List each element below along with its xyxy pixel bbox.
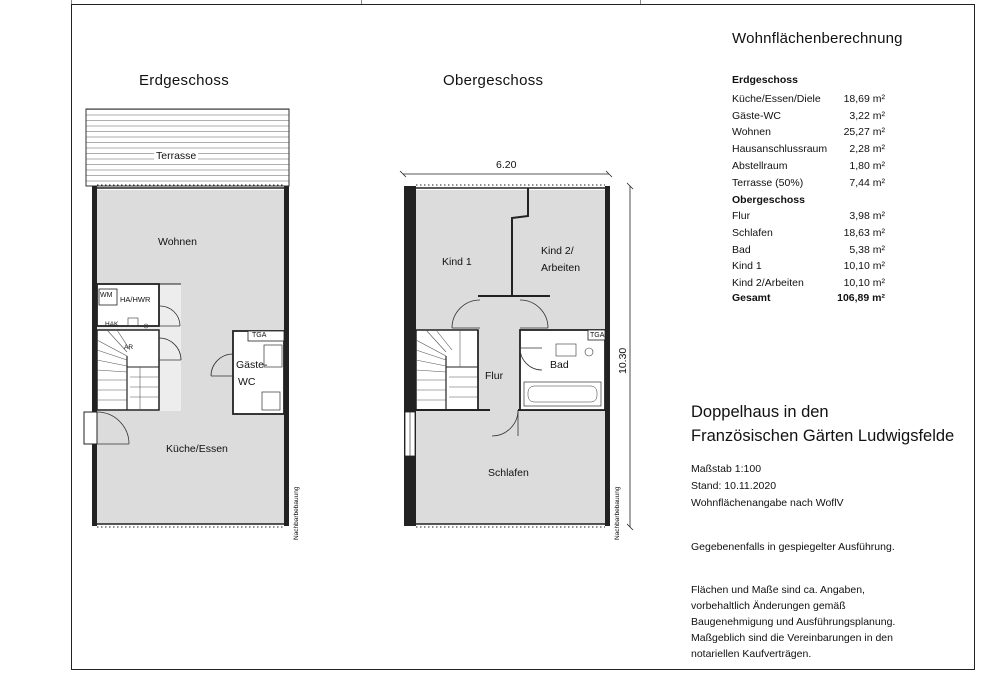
disclaimer-line: Baugenehmigung und Ausführungsplanung. [691,616,896,628]
hak-label: HAK [105,321,119,328]
depth-dimension-label: 10.30 [617,347,629,374]
upper-neighbor-note: Nachbarbebauung [614,486,621,540]
ground-tga-label: TGA [252,332,267,339]
ground-neighbor-note: Nachbarbebauung [293,486,300,540]
calc-upper-heading: Obergeschoss [732,194,805,206]
kitchen-label: Küche/Essen [166,443,228,455]
ground-floor-plan [84,109,289,527]
guest-wc-label-1: Gäste- [236,359,268,371]
terrace-area [86,109,289,186]
guest-wc-room [233,331,284,414]
ground-floor-title: Erdgeschoss [139,72,230,89]
area-calc-title: Wohnflächenberechnung [732,30,903,47]
guest-wc-label-2: WC [238,376,256,388]
area-basis-label: Wohnflächenangabe nach WoflV [691,497,844,509]
upper-tga-label: TGA [590,332,605,339]
utility-room-label: HA/HWR [120,295,151,304]
upper-stair [416,330,478,410]
mirror-note: Gegebenenfalls in gespiegelter Ausführung. [691,541,895,553]
width-dimension-label: 6.20 [496,159,517,171]
living-room-label: Wohnen [158,236,197,248]
calc-ground-heading: Erdgeschoss [732,74,798,86]
project-title-line2: Französischen Gärten Ludwigsfelde [691,427,955,445]
upper-floor-title: Obergeschoss [443,72,544,89]
upper-left-wall [404,186,416,526]
date-label: Stand: 10.11.2020 [691,480,777,492]
kid2-label-1: Kind 2/ [541,245,574,257]
disclaimer-line: notariellen Kaufverträgen. [691,648,812,660]
washing-machine-label: WM [100,292,113,299]
terrace-label: Terrasse [156,150,197,162]
scale-label: Maßstab 1:100 [691,463,762,475]
hall-label: Flur [485,370,504,382]
disclaimer-line: vorbehaltlich Änderungen gemäß [691,600,846,612]
disclaimer-line: Maßgeblich sind die Vereinbarungen in den [691,632,893,644]
project-title-line1: Doppelhaus in den [691,403,829,421]
disclaimer-line: Flächen und Maße sind ca. Angaben, [691,584,865,596]
storage-label: AR [124,344,134,351]
ground-stair [97,330,159,410]
kid1-label: Kind 1 [442,256,472,268]
kid2-label-2: Arbeiten [541,262,581,274]
bedroom-label: Schlafen [488,467,529,479]
bath-label: Bad [550,359,569,371]
